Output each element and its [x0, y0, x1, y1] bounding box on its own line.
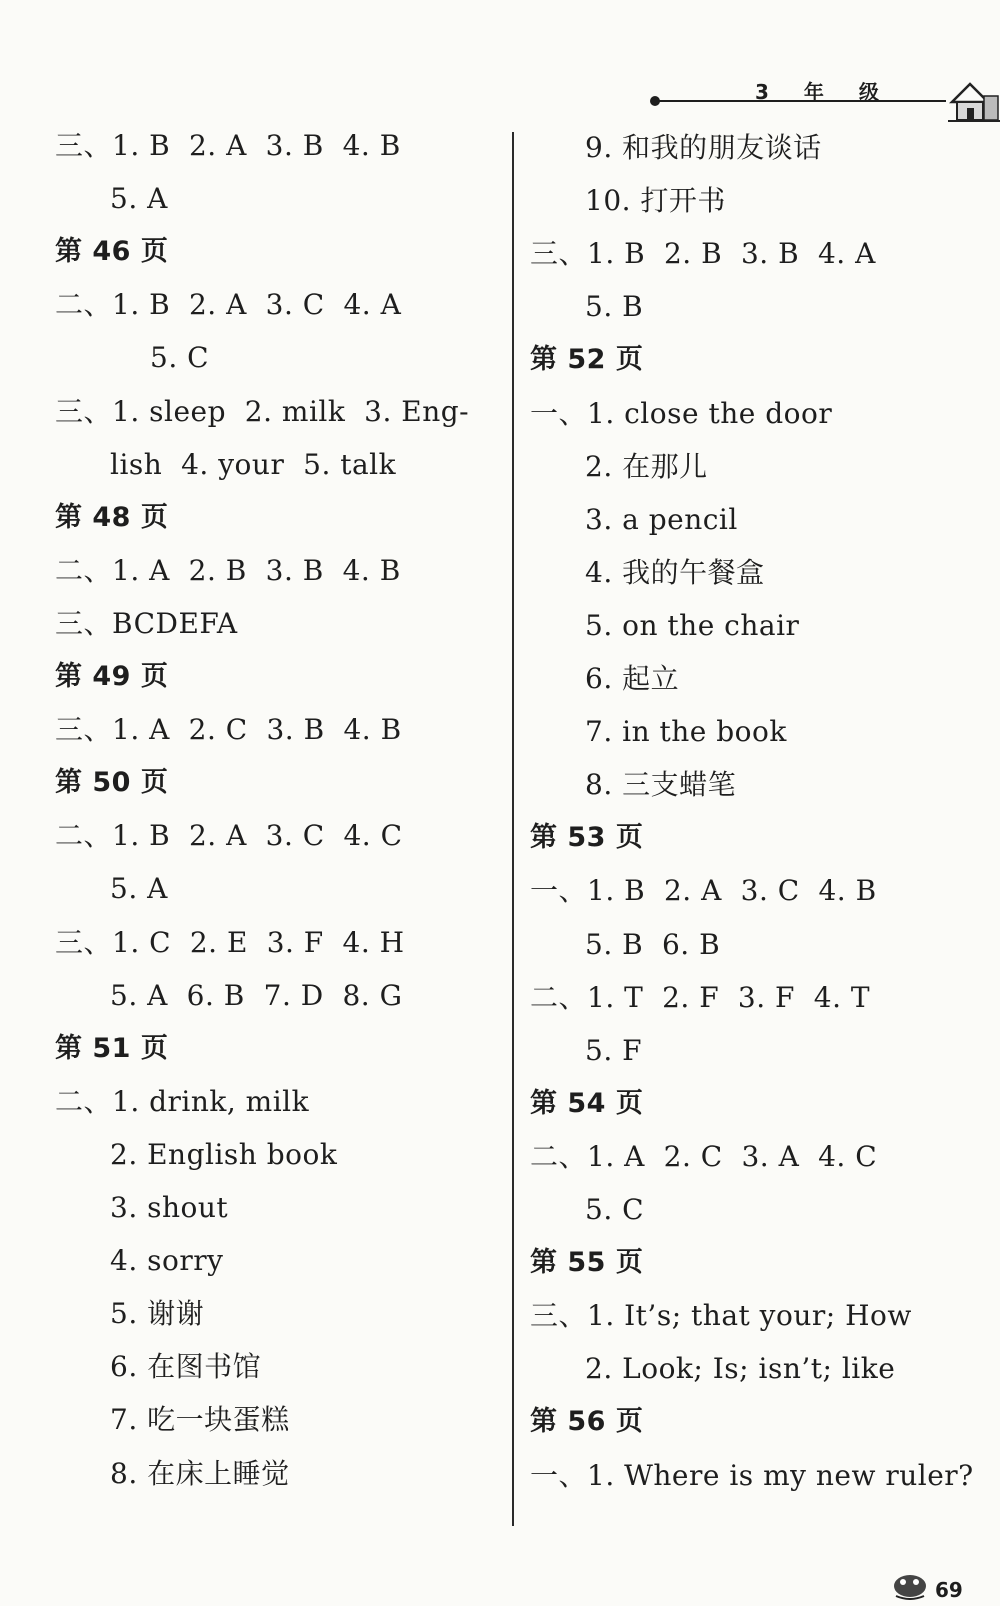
page-section-heading: 第 48 页	[55, 501, 169, 533]
answer-line: 三、1. B 2. A 3. B 4. B	[55, 129, 401, 162]
answer-line: 二、1. drink, milk	[55, 1084, 310, 1118]
answer-line: 一、1. B 2. A 3. C 4. B	[530, 874, 877, 908]
answer-line: 8. 三支蜡笔	[585, 768, 737, 802]
page-header	[650, 72, 1000, 132]
answer-line: 三、1. B 2. B 3. B 4. A	[530, 237, 876, 271]
answer-line: 5. B 6. B	[585, 927, 721, 961]
page-section-heading: 第 50 页	[55, 767, 169, 799]
answer-line: 4. 我的午餐盒	[585, 555, 765, 589]
answer-line: 二、1. A 2. B 3. B 4. B	[55, 553, 401, 587]
answer-line: 5. F	[585, 1033, 643, 1067]
answer-line: 2. Look; Is; isn’t; like	[585, 1352, 896, 1386]
page-section-heading: 第 52 页	[530, 344, 644, 376]
answer-line: 7. 吃一块蛋糕	[110, 1403, 290, 1437]
answer-line: 3. a pencil	[585, 502, 738, 536]
answer-line: 5. A 6. B 7. D 8. G	[110, 978, 403, 1012]
page-section-heading: 第 46 页	[55, 236, 169, 268]
mascot-icon	[888, 1566, 932, 1600]
answer-line: 二、1. B 2. A 3. C 4. A	[55, 288, 402, 322]
answer-line: 三、1. C 2. E 3. F 4. H	[55, 925, 405, 959]
answer-line: 一、1. close the door	[530, 396, 833, 430]
answer-line: 三、BCDEFA	[55, 606, 238, 640]
answer-line: 5. B	[585, 290, 644, 324]
page-section-heading: 第 56 页	[530, 1406, 644, 1438]
answer-line: 10. 打开书	[585, 184, 726, 218]
answer-line: 5. C	[150, 341, 210, 375]
answer-line: 二、1. A 2. C 3. A 4. C	[530, 1139, 878, 1173]
page-section-heading: 第 55 页	[530, 1247, 644, 1279]
answer-line: 8. 在床上睡觉	[110, 1456, 290, 1490]
page-section-heading: 第 53 页	[530, 822, 644, 854]
answer-line: 5. A	[110, 182, 168, 216]
answer-line: 二、1. B 2. A 3. C 4. C	[55, 819, 403, 853]
answer-line: 三、1. A 2. C 3. B 4. B	[55, 713, 402, 747]
answer-line: 5. 谢谢	[110, 1297, 205, 1331]
answer-line: 三、1. sleep 2. milk 3. Eng-	[55, 394, 470, 428]
answer-line: 2. English book	[110, 1137, 338, 1171]
answer-line: 5. A	[110, 872, 168, 906]
page-section-heading: 第 54 页	[530, 1087, 644, 1119]
answer-line: 5. C	[585, 1193, 645, 1226]
answer-line: 三、1. It’s; that your; How	[530, 1299, 912, 1333]
answer-line: 二、1. T 2. F 3. F 4. T	[530, 980, 871, 1014]
answer-line: 5. on the chair	[585, 608, 800, 642]
answer-line: 9. 和我的朋友谈话	[585, 131, 822, 164]
answer-line: 7. in the book	[585, 715, 787, 749]
page-number: 69	[935, 1578, 963, 1602]
page-section-heading: 第 51 页	[55, 1032, 169, 1064]
answer-line: 2. 在那儿	[585, 449, 708, 483]
answer-line: lish 4. your 5. talk	[110, 447, 397, 481]
house-icon	[948, 76, 1000, 124]
answer-line: 4. sorry	[110, 1244, 224, 1278]
answer-line: 6. 起立	[585, 662, 680, 695]
answer-line: 3. shout	[110, 1191, 229, 1224]
answer-line: 6. 在图书馆	[110, 1350, 262, 1384]
grade-label: 3 年 级	[755, 80, 893, 104]
page-section-heading: 第 49 页	[55, 661, 169, 692]
answer-line: 一、1. Where is my new ruler?	[530, 1458, 974, 1492]
column-divider	[512, 132, 514, 1526]
